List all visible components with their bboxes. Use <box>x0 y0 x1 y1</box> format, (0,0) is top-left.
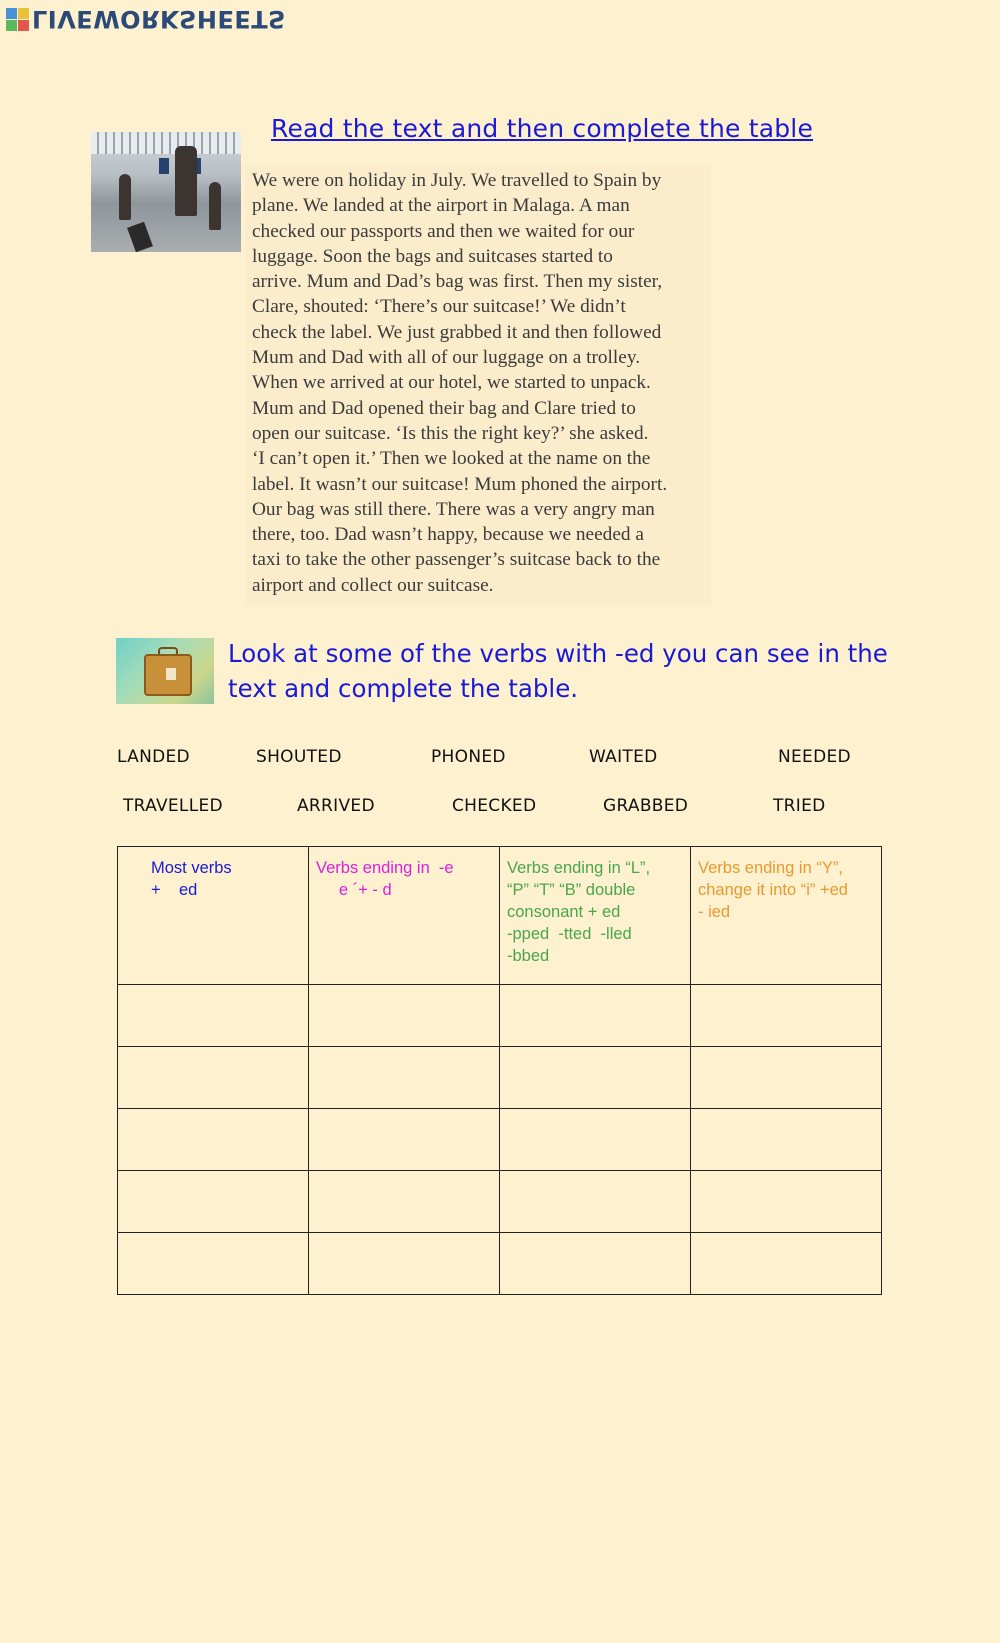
answer-cell[interactable] <box>500 1171 691 1233</box>
logo-blocks-icon <box>6 8 29 31</box>
verb-needed: NEEDED <box>778 747 851 767</box>
table-row <box>118 1109 882 1171</box>
verb-landed: LANDED <box>117 747 190 767</box>
verb-shouted: SHOUTED <box>256 747 342 767</box>
passage-line: Mum and Dad opened their bag and Clare tried to <box>252 397 636 419</box>
verb-phoned: PHONED <box>431 747 506 767</box>
verb-travelled: TRAVELLED <box>123 796 223 816</box>
header-line: consonant + ed <box>507 903 621 921</box>
passage-line: there, too. Dad wasn’t happy, because we needed a <box>252 524 644 546</box>
header-line: Verbs ending in “Y”, <box>698 859 843 877</box>
passage-line: check the label. We just grabbed it and then followed <box>252 321 662 343</box>
passage-line: airport and collect our suitcase. <box>252 574 494 596</box>
answer-cell[interactable] <box>691 985 882 1047</box>
suitcase-photo <box>116 638 214 704</box>
look-title-line: text and complete the table. <box>228 674 579 703</box>
passage-line: taxi to take the other passenger’s suitcase back to the <box>252 549 661 571</box>
answer-cell[interactable] <box>118 1171 309 1233</box>
passage-line: label. It wasn’t our suitcase! Mum phoned the airport. <box>252 473 668 495</box>
passage-line: plane. We landed at the airport in Malaga. A man <box>252 195 630 217</box>
header-line: -pped -tted -lled <box>507 925 632 943</box>
verb-arrived: ARRIVED <box>297 796 375 816</box>
header-line: “P” “T” “B” double <box>507 881 636 899</box>
reading-passage <box>245 165 711 605</box>
passage-line: Our bag was still there. There was a very angry man <box>252 498 655 520</box>
passage-line: When we arrived at our hotel, we started to unpack. <box>252 372 651 394</box>
passage-line: We were on holiday in July. We travelled to Spain by <box>252 170 662 191</box>
header-line: -bbed <box>507 947 550 965</box>
verb-grabbed: GRABBED <box>603 796 689 816</box>
answer-cell[interactable] <box>309 985 500 1047</box>
verb-tried: TRIED <box>773 796 826 816</box>
answer-cell[interactable] <box>500 1047 691 1109</box>
header-line: change it into “i” +ed <box>698 881 848 899</box>
verb-classification-table <box>117 846 882 1295</box>
answer-cell[interactable] <box>691 1047 882 1109</box>
look-instruction-title <box>228 636 888 706</box>
airport-photo <box>91 132 241 252</box>
logo-block-green <box>6 20 17 31</box>
answer-cell[interactable] <box>309 1233 500 1295</box>
liveworksheets-logo <box>6 4 286 34</box>
answer-cell[interactable] <box>500 1233 691 1295</box>
table-row <box>118 985 882 1047</box>
answer-cell[interactable] <box>118 985 309 1047</box>
answer-cell[interactable] <box>691 1171 882 1233</box>
passage-line: Mum and Dad with all of our luggage on a trolley. <box>252 347 641 369</box>
logo-block-yellow <box>18 8 29 19</box>
passage-line: arrive. Mum and Dad’s bag was first. Then my sister, <box>252 271 663 293</box>
header-line: + ed <box>151 881 198 899</box>
answer-cell[interactable] <box>691 1233 882 1295</box>
answer-cell[interactable] <box>118 1047 309 1109</box>
answer-cell[interactable] <box>309 1171 500 1233</box>
answer-cell[interactable] <box>309 1109 500 1171</box>
header-most-verbs <box>118 847 309 985</box>
answer-cell[interactable] <box>500 985 691 1047</box>
passage-line: luggage. Soon the bags and suitcases started to <box>252 245 613 267</box>
header-ending-y <box>691 847 882 985</box>
answer-cell[interactable] <box>691 1109 882 1171</box>
look-title-line: Look at some of the verbs with -ed you can see in the <box>228 639 888 668</box>
passage-line: checked our passports and then we waited for our <box>252 220 635 242</box>
header-line: Most verbs <box>151 859 232 877</box>
header-ending-e <box>309 847 500 985</box>
header-double-consonant <box>500 847 691 985</box>
verb-checked: CHECKED <box>452 796 537 816</box>
verb-waited: WAITED <box>589 747 658 767</box>
table-row <box>118 1233 882 1295</box>
header-line: Verbs ending in -e <box>316 859 454 877</box>
table-header-row <box>118 847 882 985</box>
passage-line: open our suitcase. ‘Is this the right key?’ she asked. <box>252 422 649 444</box>
passage-line: ‘I can’t open it.’ Then we looked at the name on the <box>252 448 651 470</box>
passage-line: Clare, shouted: ‘There’s our suitcase!’ We didn’t <box>252 296 626 318</box>
answer-cell[interactable] <box>118 1233 309 1295</box>
header-line: - ied <box>698 903 731 921</box>
answer-cell[interactable] <box>309 1047 500 1109</box>
answer-cell[interactable] <box>118 1109 309 1171</box>
table-row <box>118 1171 882 1233</box>
logo-block-blue <box>6 8 17 19</box>
header-line: e ´+ - d <box>316 881 392 899</box>
answer-cell[interactable] <box>500 1109 691 1171</box>
table-row <box>118 1047 882 1109</box>
logo-text: LIVEWORKSHEETS <box>32 5 286 33</box>
read-instruction-title: Read the text and then complete the table <box>271 114 814 143</box>
header-line: Verbs ending in “L”, <box>507 859 651 877</box>
logo-block-red <box>18 20 29 31</box>
